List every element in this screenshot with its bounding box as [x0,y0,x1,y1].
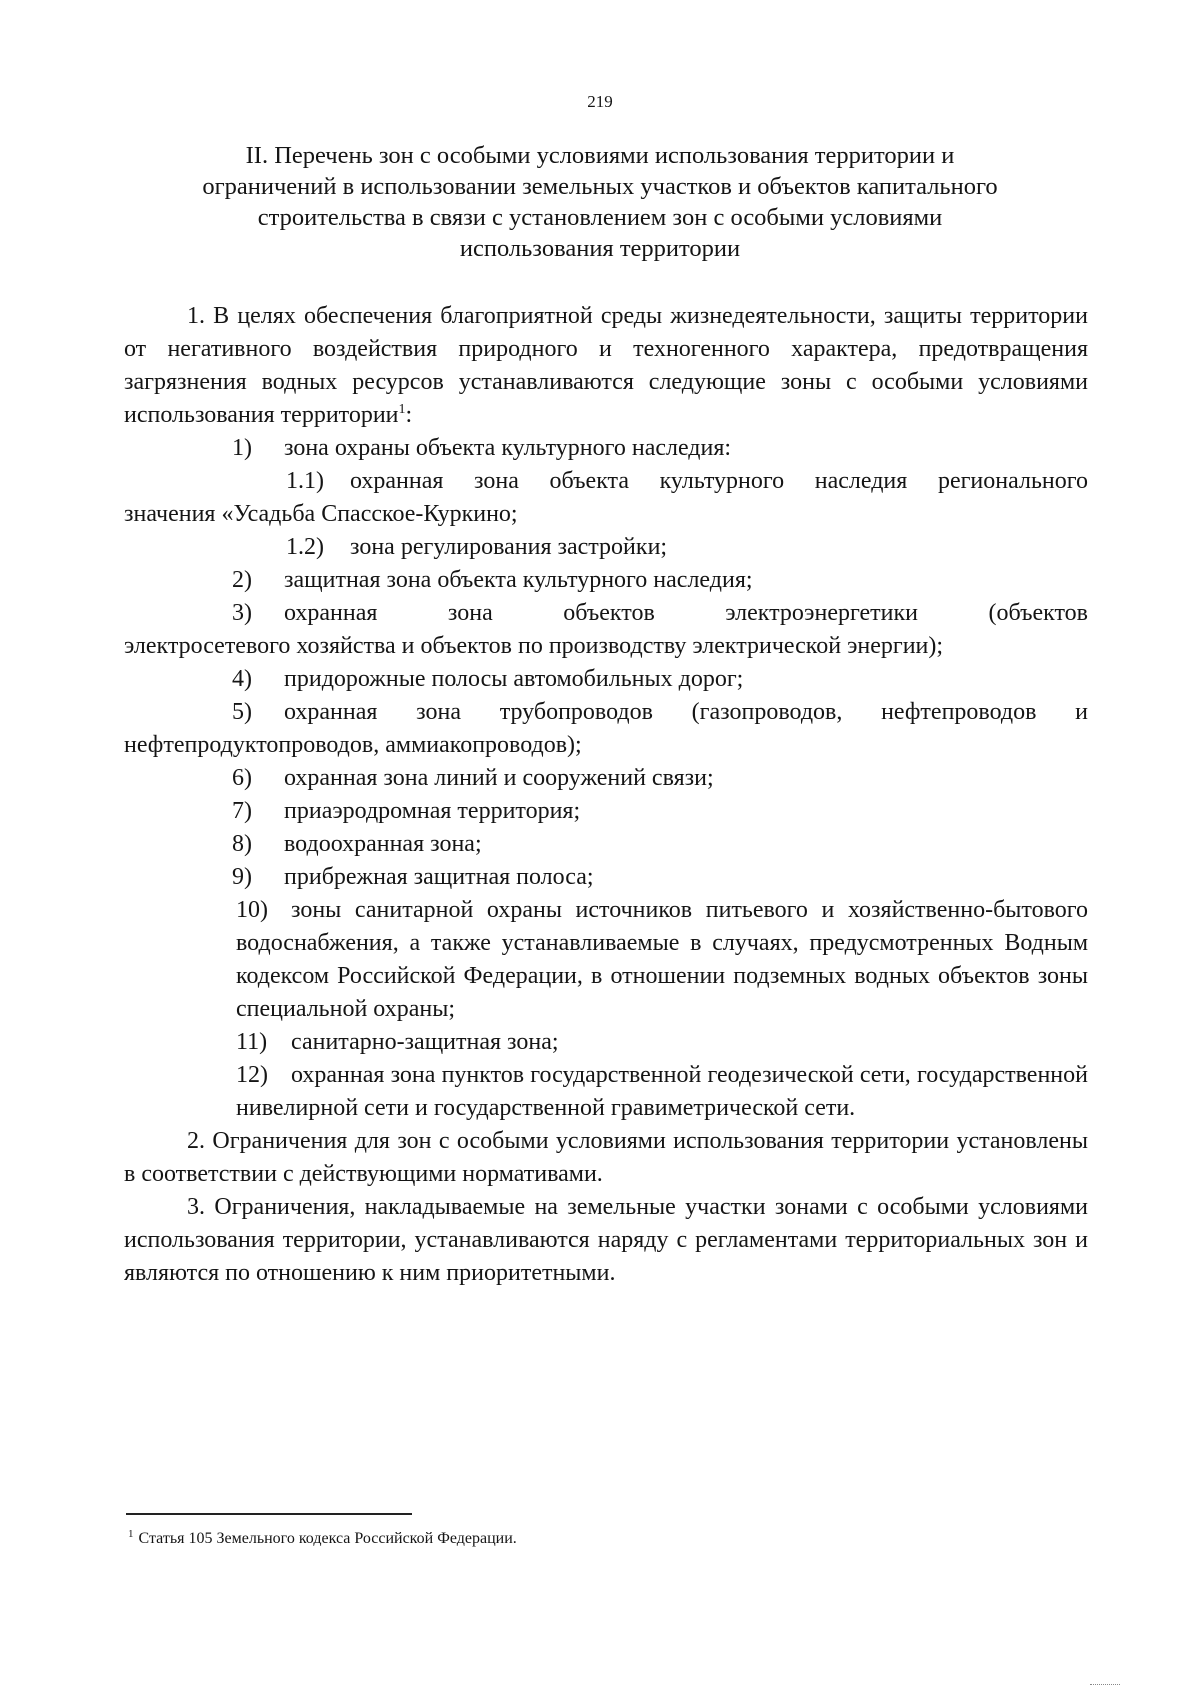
paragraph-2: 2. Ограничения для зон с особыми условиями использования территории установлены в соответствии с действующими нормативами. [124,1128,1088,1187]
item-number: 5) [232,699,252,725]
heading-line: использования территории [459,235,741,262]
heading-line: строительства в связи с установлением зон с особыми условиями [257,204,943,231]
list-item [124,894,1088,1026]
item-number: 8) [232,831,252,857]
list-item [124,762,1088,795]
footnote [128,1527,517,1548]
list-item [124,828,1088,861]
item-number: 1.1) [286,468,324,494]
item-text: придорожные полосы автомобильных дорог; [284,666,744,692]
list-item [124,531,1088,564]
item-number: 9) [232,864,252,890]
footnote-reference: 1 [398,402,406,417]
item-number: 10) [236,897,268,923]
list-item [124,1026,1088,1059]
item-number: 4) [232,666,252,692]
page-number: 219 [587,92,613,111]
item-text: зоны санитарной охраны источников питьевого и хозяйственно-бытового водоснабжения, а также устанавливаемые в случаях, предусмотренных Водным кодексом Российской Федерации, в отношении подземных водных объектов зоны специальной охраны; [236,897,1088,1022]
item-text: приаэродромная территория; [284,798,581,824]
item-number: 12) [236,1062,268,1088]
list-item [124,663,1088,696]
item-number: 3) [232,600,252,626]
list-item-continuation: нефтепродуктопроводов, аммиакопроводов); [124,732,582,758]
footnote-mark: 1 [128,1527,134,1540]
section-heading [112,140,1088,264]
list-item-continuation: значения «Усадьба Спасское-Куркино; [124,501,518,527]
item-text: охранная зона пунктов государственной геодезической сети, государственной нивелирной сети и государственной гравиметрической сети. [236,1062,1088,1121]
item-text: охранная зона линий и сооружений связи; [284,765,714,791]
list-item [124,432,1088,465]
list-item [124,861,1088,894]
item-number: 1.2) [286,534,324,560]
paragraph-1: 1. В целях обеспечения благоприятной среды жизнедеятельности, защиты территории от негативного воздействия природного и техногенного характера, предотвращения загрязнения водных ресурсов устанавливаются следующие зоны с особыми условиями использования территории$^1$: [124,303,1088,428]
list-item [124,465,1088,498]
item-number: 6) [232,765,252,791]
heading-line: ограничений в использовании земельных участков и объектов капитального [202,173,998,200]
list-item [124,564,1088,597]
item-text: зона регулирования застройки; [350,534,668,560]
list-item-continuation: электросетевого хозяйства и объектов по производству электрической энергии); [124,633,944,659]
footnote-separator [126,1513,412,1515]
list-item [124,1059,1088,1125]
item-text: охранная зона объекта культурного наследия регионального [350,468,1088,494]
item-text: прибрежная защитная полоса; [284,864,594,890]
item-text: защитная зона объекта культурного наследия; [284,567,753,593]
item-text: санитарно-защитная зона; [291,1029,559,1055]
list-item [124,597,1088,630]
document-body [124,300,1088,1290]
item-number: 1) [232,435,252,461]
item-number: 11) [236,1029,268,1055]
footnote-text: Статья 105 Земельного кодекса Российской Федерации. [138,1530,517,1547]
item-number: 7) [232,798,252,824]
item-text: зона охраны объекта культурного наследия: [284,435,732,461]
item-text: охранная зона объектов электроэнергетики (объектов [284,600,1088,626]
heading-line: II. Перечень зон с особыми условиями использования территории и [245,142,955,169]
paragraph-3: 3. Ограничения, накладываемые на земельные участки зонами с особыми условиями использования территории, устанавливаются наряду с регламентами территориальных зон и являются по отношению к ним приоритетными. [124,1194,1088,1286]
list-item [124,795,1088,828]
item-number: 2) [232,567,252,593]
item-text: охранная зона трубопроводов (газопроводов, нефтепроводов и [284,699,1088,725]
scan-artifact [1090,1684,1120,1689]
item-text: водоохранная зона; [284,831,482,857]
list-item [124,696,1088,729]
